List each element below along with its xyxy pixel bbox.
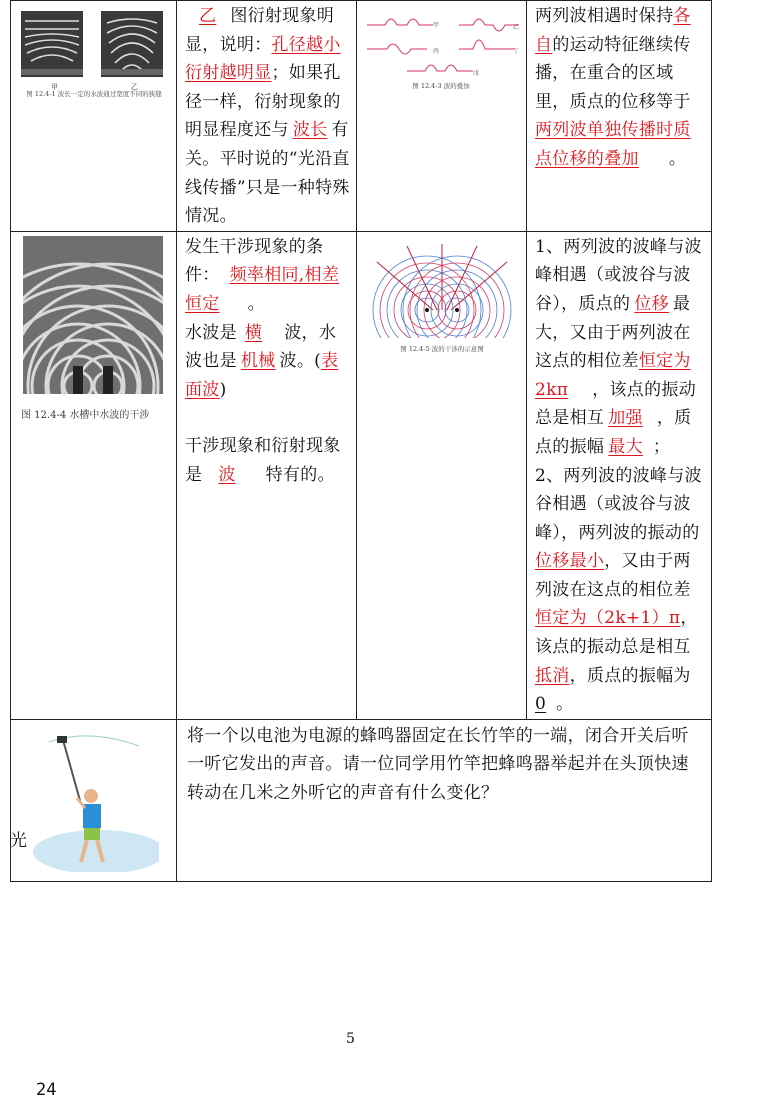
text-segment: 水波是: [185, 322, 237, 343]
text-segment: 波，水波也是: [185, 322, 337, 372]
text-segment: 。: [668, 148, 687, 169]
text-segment: 。: [556, 694, 574, 715]
constructive-paragraph: [535, 233, 705, 462]
interference-explanation-cell: [527, 231, 712, 719]
text-segment: ；如果孔径一样，衍射现象的明显程度还与: [185, 63, 341, 141]
answer-blank: 波长: [292, 120, 328, 141]
condition-paragraph: [185, 233, 350, 319]
answer-blank: 最大: [608, 436, 643, 457]
figure-caption: 图 12.4-4 水槽中水波的干涉: [21, 409, 150, 421]
text-segment: 两列波相遇时保持: [535, 6, 674, 26]
table-row: [11, 231, 712, 719]
answer-blank: 频率相同,相差恒定: [185, 265, 340, 314]
interference-explanation: [527, 232, 711, 719]
interference-schematic: [367, 242, 517, 338]
content-table: [10, 0, 712, 882]
text-segment: 的运动特征继续传播，在重合的区域里，质点的位移等于: [535, 34, 691, 112]
diffraction-text-cell: [177, 1, 357, 232]
interference-photo-cell: [11, 231, 177, 719]
text-segment: ，质点的振幅: [535, 408, 692, 457]
wave-specific-paragraph: [185, 432, 350, 489]
answer-blank: 位移: [634, 293, 669, 314]
slit-diffraction-figure: [11, 9, 175, 97]
answer-blank: 恒定为 2kπ: [535, 351, 691, 400]
text-segment: 图衍射现象明显，说明：: [185, 6, 335, 55]
text-segment: 波。(: [279, 351, 322, 372]
text-segment: 1、两列波的波峰与波峰相遇（或波谷与波谷），质点的: [535, 236, 702, 314]
superposition-text-cell: [527, 1, 712, 232]
text-segment: ，质点的振幅为: [569, 665, 691, 686]
text-segment: ，该点的振动总是相互: [535, 608, 698, 658]
svg-text:戊: 戊: [473, 70, 480, 77]
activity-text: 将一个以电池为电源的蜂鸣器固定在长竹竿的一端，闭合开关后听一听它发出的声音。请一位同学用竹竿把蜂鸣器举起并在头顶快速转动在几米之外听它的声音有什么变化？: [187, 725, 689, 804]
svg-text:甲: 甲: [51, 83, 58, 91]
page-number: 5: [346, 1031, 355, 1047]
table-row: [11, 1, 712, 232]
svg-text:丁: 丁: [513, 48, 520, 55]
destructive-paragraph: [535, 462, 705, 719]
svg-text:乙: 乙: [131, 83, 138, 91]
svg-text:甲: 甲: [433, 22, 440, 29]
superposition-text: [527, 1, 711, 174]
blank-padding: [568, 380, 592, 400]
answer-blank: 乙: [199, 6, 217, 26]
spacer: [185, 404, 350, 432]
wave-superposition-figure: [363, 9, 531, 89]
text-segment: ；: [652, 436, 671, 457]
corner-number: 24: [36, 1080, 57, 1100]
wave-type-paragraph: [185, 319, 350, 405]
answer-blank: 位移最小: [535, 551, 605, 572]
text-segment: 干涉现象和衍射现象是: [185, 436, 341, 485]
svg-text:乙: 乙: [513, 24, 520, 31]
interference-text: [177, 232, 356, 490]
svg-text:丙: 丙: [433, 48, 440, 55]
answer-blank: 加强: [608, 408, 643, 429]
activity-text-cell: [177, 719, 712, 881]
text-segment: 特有的。: [265, 464, 335, 485]
buzzer-boy-illustration: [29, 732, 159, 872]
answer-blank: 横: [244, 322, 263, 343]
text-segment: 发生干涉现象的条件：: [185, 236, 324, 286]
interference-diagram-cell: [357, 231, 527, 719]
figure-caption: 图 12.4-1 波长一定的水波通过宽度不同的狭缝: [26, 90, 162, 98]
figure-caption: 图 12.4-3 波的叠加: [412, 82, 470, 90]
superposition-figure-cell: [357, 1, 527, 232]
text-segment: 2、两列波的波峰与波谷相遇（或波谷与波峰），两列波的振动的: [535, 465, 702, 543]
diffraction-figure-cell: [11, 1, 177, 232]
answer-blank: 两列波单独传播时质点位移的叠加: [535, 120, 691, 169]
table-row: [11, 719, 712, 881]
section-heading: 光: [10, 831, 27, 851]
answer-blank: 各自: [535, 6, 691, 55]
text-segment: ): [219, 379, 227, 400]
answer-blank: 机械: [240, 351, 276, 372]
answer-blank: 0: [535, 694, 547, 715]
answer-blank: 抵消: [535, 665, 570, 686]
answer-blank: 恒定为（2k+1）π: [535, 608, 681, 629]
text-segment: ，该点的振动总是相互: [535, 379, 697, 429]
answer-blank: 表面波: [185, 351, 339, 400]
answer-blank: 孔径越小衍射越明显: [185, 34, 341, 84]
blank-padding: [639, 149, 669, 169]
blank-padding: [220, 294, 248, 314]
figure-caption: 图 12.4-5 波的干涉的示意图: [400, 344, 484, 353]
text-segment: 有关。平时说的“光沿直线传播”只是一种特殊情况。: [185, 120, 350, 227]
ripple-tank-photo: [23, 236, 163, 394]
answer-blank: 波: [218, 464, 236, 485]
buzzer-illustration-cell: [11, 719, 177, 881]
text-segment: 最大，又由于两列波在这点的相位差: [535, 293, 691, 372]
interference-text-cell: [177, 231, 357, 719]
text-segment: ，又由于两列波在这点的相位差: [535, 551, 691, 600]
text-segment: 。: [247, 293, 265, 314]
diffraction-text: [177, 1, 356, 231]
